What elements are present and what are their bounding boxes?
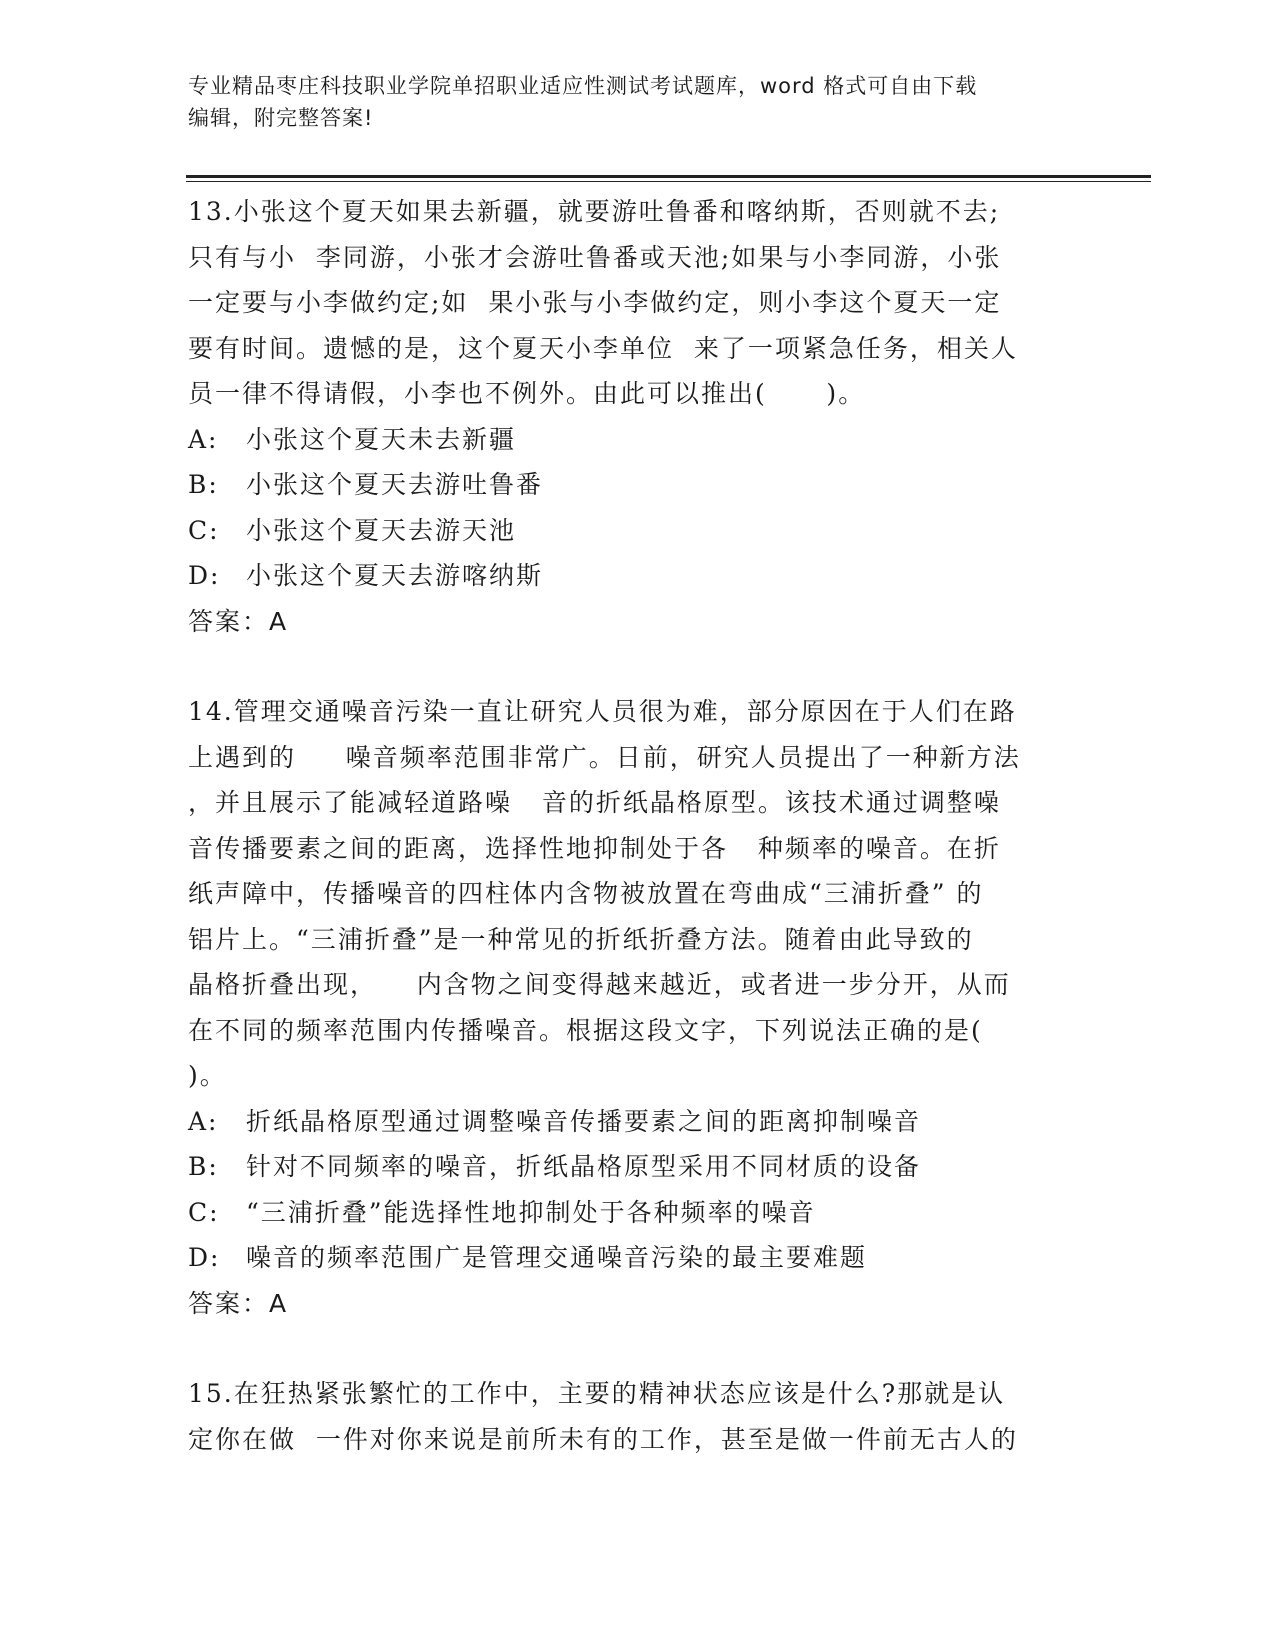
option-b	[188, 462, 1078, 508]
option-d	[188, 1235, 1078, 1281]
option-letter: C:	[188, 515, 220, 545]
question-15	[188, 1371, 1078, 1462]
option-text: 折纸晶格原型通过调整噪音传播要素之间的距离抑制噪音	[246, 1106, 922, 1136]
question-text-line: 15.在狂热紧张繁忙的工作中，主要的精神状态应该是什么?那就是认	[188, 1379, 1006, 1408]
question-text-line: 一定要与小李做约定;如 果小张与小李做约定，则小李这个夏天一定	[188, 288, 1002, 317]
option-letter: A:	[188, 424, 219, 454]
header-divider-thick	[186, 175, 1151, 178]
question-14	[188, 689, 1078, 1326]
question-list	[188, 189, 1078, 1507]
option-c	[188, 1190, 1078, 1236]
question-text-line: 音传播要素之间的距离，选择性地抑制处于各 种频率的噪音。在折	[188, 833, 1001, 863]
question-text-line: 晶格折叠出现， 内含物之间变得越来越近，或者进一步分开，从而	[188, 970, 1011, 999]
option-letter: C:	[188, 1197, 220, 1227]
question-text-line: ，并且展示了能减轻道路噪 音的折纸晶格原型。该技术通过调整噪	[188, 788, 1001, 817]
question-text-line: 只有与小 李同游，小张才会游吐鲁番或天池;如果与小李同游，小张	[188, 242, 1002, 272]
option-letter: B:	[188, 470, 219, 499]
question-text-line: 要有时间。遗憾的是，这个夏天小李单位 来了一项紧急任务，相关人	[188, 333, 1018, 363]
option-text: 小张这个夏天去游喀纳斯	[246, 561, 544, 590]
option-letter: D:	[188, 1243, 221, 1272]
header-line-2: 编辑，附完整答案!	[188, 106, 374, 130]
question-text-line: 13.小张这个夏天如果去新疆，就要游吐鲁番和喀纳斯，否则就不去;	[188, 197, 1001, 226]
question-text-line: 在不同的频率范围内传播噪音。根据这段文字，下列说法正确的是(	[188, 1015, 983, 1045]
question-text-line: 铝片上。“三浦折叠”是一种常见的折纸折叠方法。随着由此导致的	[188, 924, 974, 954]
option-b	[188, 1144, 1078, 1190]
option-text: 小张这个夏天未去新疆	[246, 424, 517, 454]
question-text-line: 上遇到的 噪音频率范围非常广。日前，研究人员提出了一种新方法	[188, 742, 1021, 772]
option-a	[188, 417, 1078, 463]
question-text-line: 14.管理交通噪音污染一直让研究人员很为难，部分原因在于人们在路	[188, 697, 1017, 726]
option-text: 小张这个夏天去游吐鲁番	[246, 470, 544, 499]
header-divider-thin	[186, 181, 1151, 182]
answer-label: 答案：A	[188, 1288, 289, 1318]
question-text-line: )。	[188, 1061, 227, 1090]
option-letter: A:	[188, 1106, 219, 1136]
question-text-line: 纸声障中，传播噪音的四柱体内含物被放置在弯曲成“三浦折叠” 的	[188, 879, 984, 908]
option-d	[188, 553, 1078, 599]
option-letter: D:	[188, 561, 221, 590]
header-line-1: 专业精品枣庄科技职业学院单招职业适应性测试考试题库，word 格式可自由下载	[188, 74, 978, 98]
option-c	[188, 508, 1078, 554]
question-text-line: 员一律不得请假，小李也不例外。由此可以推出( )。	[188, 379, 866, 408]
question-13	[188, 189, 1078, 644]
option-text: 噪音的频率范围广是管理交通噪音污染的最主要难题	[246, 1243, 868, 1272]
option-letter: B:	[188, 1152, 219, 1181]
option-a	[188, 1099, 1078, 1145]
option-text: 针对不同频率的噪音，折纸晶格原型采用不同材质的设备	[246, 1152, 922, 1181]
question-text-line: 定你在做 一件对你来说是前所未有的工作，甚至是做一件前无古人的	[188, 1424, 1018, 1454]
option-text: “三浦折叠”能选择性地抑制处于各种频率的噪音	[246, 1197, 816, 1227]
answer-label: 答案：A	[188, 606, 289, 636]
page-header	[188, 70, 1068, 134]
option-text: 小张这个夏天去游天池	[246, 515, 517, 545]
